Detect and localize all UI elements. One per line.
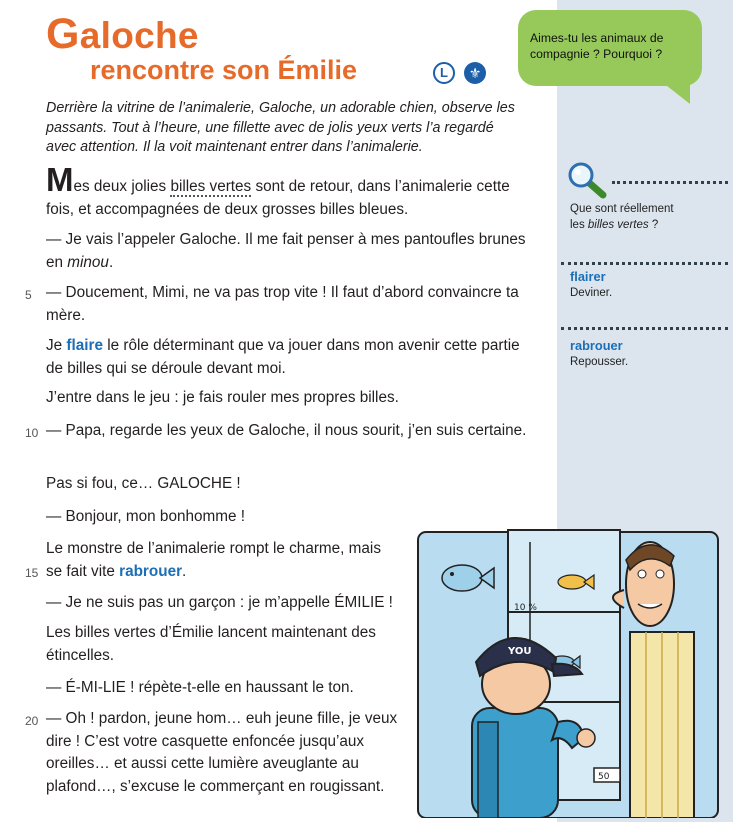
reading-level-badge: L	[433, 62, 455, 84]
paragraph-9	[46, 538, 398, 583]
term-flaire: flaire	[66, 337, 103, 354]
text-run: .	[108, 253, 114, 271]
line-number-20: 20	[25, 714, 39, 728]
dotted-separator	[561, 262, 728, 265]
paragraph-6: — Papa, regarde les yeux de Galoche, il nous sourit, j’en suis certaine.	[46, 422, 527, 439]
paragraph-2	[46, 229, 534, 274]
paragraph-1	[46, 161, 534, 221]
paragraph-11: Les billes vertes d’Émilie lancent maintenant des étincelles.	[46, 624, 376, 664]
text-run: les	[570, 219, 588, 231]
paragraph-10: — Je ne suis pas un garçon : je m’appelle ÉMILIE !	[46, 594, 393, 611]
paragraph-7: Pas si fou, ce… GALOCHE !	[46, 475, 241, 492]
question-italic: billes vertes	[587, 219, 649, 231]
text-run: .	[182, 562, 187, 580]
text-run: es deux jolies	[73, 178, 171, 195]
magnifier-icon	[566, 160, 612, 200]
glossary-term-flairer: flairer	[570, 269, 606, 284]
line-number-10: 10	[25, 426, 39, 440]
sidebar-question-line1: Que sont réellement	[570, 203, 674, 215]
title-line-1	[46, 10, 199, 59]
intro-text: Derrière la vitrine de l’animalerie, Galoche, un adorable chien, observe les passants. Tout à l’heure, une fillette avec de jolis yeux verts l’a regardé avec attention. Il la voit maintenant entrer dans l’animalerie.	[46, 100, 515, 155]
glossary-def-rabrouer: Repousser.	[570, 356, 629, 368]
text-run: sont de retour, dans l’animalerie cette fois, et accompagnées de deux grosses billes bleues.	[46, 178, 510, 218]
paragraph-13: — Oh ! pardon, jeune hom… euh jeune fille, je veux dire ! C’est votre casquette enfoncée jusqu’aux oreilles… et aussi cette lumière aveuglante au plafond…, s’excuse le commerçant en rougissant.	[46, 710, 398, 795]
price-tag: 10 %	[514, 603, 537, 613]
title-line-2: rencontre son Émilie	[90, 55, 358, 85]
question-bubble	[518, 10, 702, 86]
price-sign-text: 50	[598, 772, 610, 782]
line-number-5: 5	[25, 288, 32, 302]
question-bubble-text: Aimes-tu les animaux de compagnie ? Pourquoi ?	[530, 31, 664, 61]
sidebar-question-line2	[570, 217, 674, 233]
text-run: Je	[46, 337, 67, 354]
paragraph-3: — Doucement, Mimi, ne va pas trop vite ! Il faut d’abord convaincre ta mère.	[46, 284, 519, 324]
text-run: Le monstre de l’animalerie rompt le charme, mais se fait vite	[46, 540, 381, 580]
billes-vertes-marked: billes vertes	[170, 178, 252, 195]
cap-logo-text: YOU	[508, 646, 532, 657]
paragraph-4	[46, 335, 534, 380]
line-number-15: 15	[25, 566, 39, 580]
glossary-term-rabrouer: rabrouer	[570, 338, 623, 353]
term-rabrouer: rabrouer	[119, 562, 183, 580]
italic-minou: minou	[67, 253, 109, 271]
paragraph-5: J’entre dans le jeu : je fais rouler mes propres billes.	[46, 389, 399, 406]
paragraph-8: — Bonjour, mon bonhomme !	[46, 508, 245, 525]
quebec-fleur-icon: ⚜	[464, 62, 486, 84]
title-line-1-rest: aloche	[79, 15, 199, 56]
drop-cap: M	[46, 161, 74, 198]
sidebar-question	[570, 201, 674, 233]
title-first-letter: G	[46, 10, 80, 58]
text-run: ?	[648, 219, 659, 231]
text-run: le rôle déterminant que va jouer dans mon avenir cette partie de billes qui se déroule devant moi.	[46, 337, 520, 377]
text-run: — Je vais l’appeler Galoche. Il me fait penser à mes pantoufles brunes en	[46, 231, 526, 271]
dotted-separator	[612, 181, 728, 184]
bubble-tail	[662, 82, 690, 104]
glossary-def-flairer: Deviner.	[570, 287, 613, 299]
pet-shop-illustration	[412, 512, 722, 818]
dotted-separator	[561, 327, 728, 330]
paragraph-12: — É-MI-LIE ! répète-t-elle en haussant le ton.	[46, 679, 354, 696]
